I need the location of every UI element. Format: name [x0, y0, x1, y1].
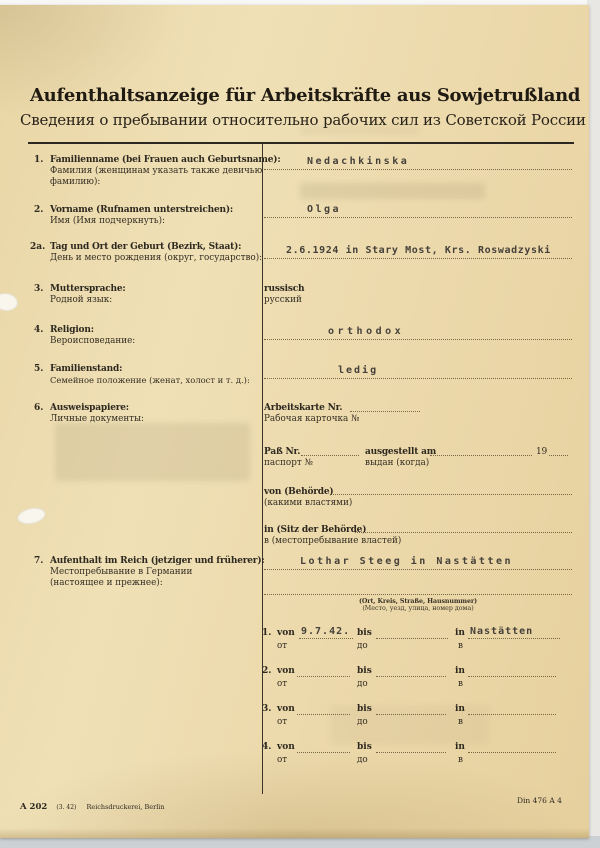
- stay-row-1-v: в: [458, 641, 463, 651]
- stay-row-1-ot: от: [277, 641, 288, 651]
- form-code: A 202: [20, 802, 48, 812]
- answer-line-surname: [264, 169, 572, 170]
- hole-punch: [16, 505, 48, 527]
- address-hint-ru: (Место, уезд, улица, номер дома): [362, 605, 474, 612]
- issued-label-ru: выдан (когда): [365, 458, 430, 468]
- stay-row-1-do: до: [357, 641, 368, 651]
- stay-4-to-line: [376, 752, 446, 753]
- entry-surname: Nedachkinska: [307, 156, 410, 167]
- stay-1-from-line: [299, 638, 353, 639]
- stay-row-4-bis: bis: [357, 742, 372, 752]
- authority-seat-label-de: in (Sitz der Behörde): [264, 525, 367, 535]
- field-3-label-ru: Родной язык:: [50, 295, 113, 305]
- bleedthrough-smudge: [300, 183, 485, 199]
- field-2-label: [34, 205, 278, 227]
- stay-row-2-bis: bis: [357, 666, 372, 676]
- stay-row-2-v: в: [458, 679, 463, 689]
- field-4-number: 4.: [34, 325, 44, 335]
- field-5-label-ru: Семейное положение (женат, холост и т. д.):: [50, 375, 250, 385]
- field-4-label-de: Religion:: [50, 325, 94, 335]
- field-6-label: [34, 403, 278, 425]
- field-2a-label-ru: День и место рождения (округ, государство):: [50, 253, 263, 263]
- field-6-label-ru: Личные документы:: [50, 414, 145, 424]
- entry-language-ru: русский: [264, 295, 302, 305]
- stay-row-2-ot: от: [277, 679, 288, 689]
- stay-row-1-number: 1.: [262, 628, 272, 638]
- field-2a-label-de: Tag und Ort der Geburt (Bezirk, Staat):: [50, 242, 242, 252]
- stay-row-4-von: von: [277, 742, 295, 752]
- stay-4-place-line: [468, 752, 556, 753]
- year-prefix: 19: [536, 447, 548, 457]
- stay-row-1-von: von: [277, 628, 295, 638]
- stay-2-place-line: [468, 676, 556, 677]
- stay-4-from-line: [297, 752, 350, 753]
- field-5-label: [34, 364, 278, 386]
- workcard-label-ru: Рабочая карточка №: [264, 414, 360, 424]
- stay-row-4-number: 4.: [262, 742, 272, 752]
- stay-row-4-v: в: [458, 755, 463, 765]
- field-5-label-de: Familienstand:: [50, 364, 123, 374]
- title-rule: [28, 142, 574, 144]
- bleedthrough-smudge: [55, 423, 250, 481]
- stay-3-from-line: [297, 714, 350, 715]
- answer-line-year: [549, 455, 568, 456]
- stay-row-3-bis: bis: [357, 704, 372, 714]
- answer-line-authority-seat: [355, 532, 572, 533]
- field-2-number: 2.: [34, 205, 44, 215]
- answer-line-passport-number: [301, 455, 359, 456]
- authority-label-ru: (какими властями): [264, 498, 353, 508]
- answer-line-workcard: [350, 411, 420, 412]
- entry-firstname: Olga: [307, 204, 342, 215]
- stay-1-place-line: [468, 638, 560, 639]
- stay-row-3-in: in: [455, 704, 465, 714]
- authority-label-de: von (Behörde): [264, 487, 334, 497]
- footer-print-info: [20, 794, 165, 813]
- field-6-number: 6.: [34, 403, 44, 413]
- entry-religion: orthodox: [328, 326, 405, 337]
- entry-language-de: russisch: [264, 284, 305, 294]
- stay-row-3-v: в: [458, 717, 463, 727]
- entry-stay-1-place: Nastätten: [470, 626, 534, 637]
- field-3-label-de: Muttersprache:: [50, 284, 126, 294]
- field-2a-label: [30, 242, 274, 264]
- hole-punch: [0, 291, 19, 312]
- field-7-number: 7.: [34, 556, 44, 566]
- answer-line-authority: [331, 494, 572, 495]
- stay-row-4-in: in: [455, 742, 465, 752]
- field-6-label-de: Ausweispapiere:: [50, 403, 129, 413]
- stay-row-3-do: до: [357, 717, 368, 727]
- form-title-russian: Сведения о пребывании относительно рабочих сил из Советской России: [20, 111, 586, 129]
- workcard-label-de: Arbeitskarte Nr.: [264, 403, 343, 413]
- stay-row-1-in: in: [455, 628, 465, 638]
- stay-2-to-line: [376, 676, 446, 677]
- entry-marital: ledig: [338, 365, 379, 376]
- stay-row-3-number: 3.: [262, 704, 272, 714]
- field-2-label-ru: Имя (Имя подчеркнуть):: [50, 216, 165, 226]
- answer-line-issued-date: [430, 455, 532, 456]
- printer-name: Reichsdruckerei, Berlin: [86, 803, 165, 811]
- field-3-label: [34, 284, 278, 306]
- stay-row-4-ot: от: [277, 755, 288, 765]
- field-1-label-ru: Фамилия (женщинам указать также девичью фамилию):: [50, 166, 263, 187]
- field-2a-number: 2a.: [30, 242, 46, 252]
- entry-stay-1-from: 9.7.42.: [301, 626, 351, 637]
- field-4-label: [34, 325, 278, 347]
- din-format-label: Din 476 A 4: [517, 796, 562, 805]
- entry-residence: Lothar Steeg in Nastätten: [300, 556, 514, 567]
- form-code-date: (3. 42): [56, 804, 77, 811]
- bleedthrough-smudge: [330, 705, 490, 745]
- field-3-number: 3.: [34, 284, 44, 294]
- form-title-german: Aufenthaltsanzeige für Arbeitskräfte aus Sowjetrußland: [30, 85, 581, 106]
- stay-3-place-line: [468, 714, 556, 715]
- field-1-label: [34, 155, 281, 187]
- field-7-label: [34, 556, 278, 588]
- field-1-label-de: Familienname (bei Frauen auch Geburtsname):: [50, 155, 281, 165]
- answer-line-birth: [264, 258, 572, 259]
- passport-label-de: Paß Nr.: [264, 447, 301, 457]
- stay-row-4-do: до: [357, 755, 368, 765]
- field-7-label-ru: Местопребывание в Германии (настоящее и прежнее):: [50, 567, 193, 588]
- field-7-label-de: Aufenthalt im Reich (jetziger und früherer):: [50, 556, 265, 566]
- stay-row-2-von: von: [277, 666, 295, 676]
- address-hint-de: (Ort, Kreis, Straße, Hausnummer): [359, 598, 477, 605]
- stay-row-2-number: 2.: [262, 666, 272, 676]
- stay-2-from-line: [297, 676, 350, 677]
- answer-line-residence-1: [264, 569, 572, 570]
- stay-row-3-ot: от: [277, 717, 288, 727]
- answer-line-religion: [264, 339, 572, 340]
- stay-row-1-bis: bis: [357, 628, 372, 638]
- field-5-number: 5.: [34, 364, 44, 374]
- stay-row-3-von: von: [277, 704, 295, 714]
- answer-line-marital: [264, 378, 572, 379]
- answer-line-residence-2: [264, 594, 572, 595]
- issued-label-de: ausgestellt am: [365, 447, 437, 457]
- passport-label-ru: паспорт №: [264, 458, 313, 468]
- form-page: [0, 5, 589, 838]
- stay-row-2-in: in: [455, 666, 465, 676]
- address-hint: [264, 598, 572, 612]
- answer-line-firstname: [264, 217, 572, 218]
- field-2-label-de: Vorname (Rufnamen unterstreichen):: [50, 205, 234, 215]
- stay-1-to-line: [376, 638, 448, 639]
- entry-birth: 2.6.1924 in Stary Most, Krs. Roswadzyski: [286, 245, 551, 256]
- stay-3-to-line: [376, 714, 446, 715]
- stay-row-2-do: до: [357, 679, 368, 689]
- authority-seat-label-ru: в (местопребывание властей): [264, 536, 402, 546]
- field-4-label-ru: Вероисповедание:: [50, 336, 136, 346]
- field-1-number: 1.: [34, 155, 44, 165]
